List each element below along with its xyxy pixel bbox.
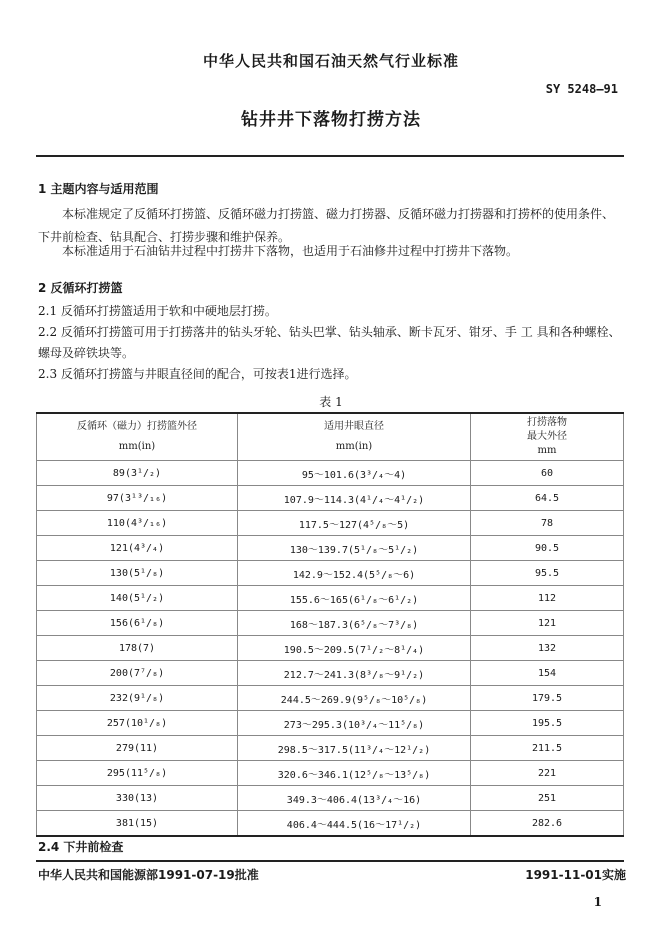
header-basket-od bbox=[37, 413, 238, 461]
cell-basket-od: 156(6¹/₈) bbox=[37, 611, 238, 636]
cell-basket-od: 330(13) bbox=[37, 786, 238, 811]
cell-max-junk-od: 195.5 bbox=[471, 711, 624, 736]
effective-date: 1991-11-01实施 bbox=[525, 868, 626, 882]
cell-basket-od: 89(3¹/₂) bbox=[37, 461, 238, 486]
cell-max-junk-od: 179.5 bbox=[471, 686, 624, 711]
cell-basket-od: 295(11⁵/₈) bbox=[37, 761, 238, 786]
cell-basket-od: 110(4³/₁₆) bbox=[37, 511, 238, 536]
table-caption: 表 1 bbox=[319, 395, 343, 409]
cell-hole-diameter: 320.6～346.1(12⁵/₈～13⁵/₈) bbox=[238, 761, 471, 786]
standard-number: SY 5248—91 bbox=[545, 82, 618, 96]
cell-basket-od: 178(7) bbox=[37, 636, 238, 661]
cell-max-junk-od: 60 bbox=[471, 461, 624, 486]
header-hole-diameter-label: 适用井眼直径 bbox=[324, 421, 384, 432]
cell-basket-od: 232(9¹/₈) bbox=[37, 686, 238, 711]
cell-max-junk-od: 90.5 bbox=[471, 536, 624, 561]
table-row bbox=[37, 811, 624, 837]
page-number: 1 bbox=[593, 895, 602, 909]
table-row bbox=[37, 736, 624, 761]
header-max-junk-od-unit: mm bbox=[537, 445, 557, 456]
header-hole-diameter-unit: mm(in) bbox=[335, 441, 373, 452]
table-header-row bbox=[37, 413, 624, 461]
cell-hole-diameter: 406.4～444.5(16～17¹/₂) bbox=[238, 811, 471, 837]
cell-basket-od: 140(5¹/₂) bbox=[37, 586, 238, 611]
cell-hole-diameter: 95～101.6(3³/₄～4) bbox=[238, 461, 471, 486]
table-row bbox=[37, 611, 624, 636]
clause-2-3: 2.3 反循环打捞篮与井眼直径间的配合，可按表1进行选择。 bbox=[38, 367, 357, 381]
table-row bbox=[37, 486, 624, 511]
cell-hole-diameter: 298.5～317.5(11³/₄～12¹/₂) bbox=[238, 736, 471, 761]
approval-line: 中华人民共和国能源部1991-07-19批准 bbox=[38, 868, 259, 882]
cell-basket-od: 257(10¹/₈) bbox=[37, 711, 238, 736]
cell-max-junk-od: 132 bbox=[471, 636, 624, 661]
table-row bbox=[37, 561, 624, 586]
table-row bbox=[37, 786, 624, 811]
cell-hole-diameter: 349.3～406.4(13³/₄～16) bbox=[238, 786, 471, 811]
cell-hole-diameter: 244.5～269.9(9⁵/₈～10⁵/₈) bbox=[238, 686, 471, 711]
cell-basket-od: 200(7⁷/₈) bbox=[37, 661, 238, 686]
table-row bbox=[37, 711, 624, 736]
header-basket-od-label: 反循环（磁力）打捞篮外径 bbox=[77, 421, 197, 432]
table-row bbox=[37, 661, 624, 686]
header-max-junk-od bbox=[471, 413, 624, 461]
clause-2-4-heading: 2.4 下井前检查 bbox=[38, 840, 124, 854]
cell-max-junk-od: 221 bbox=[471, 761, 624, 786]
cell-hole-diameter: 130～139.7(5¹/₈～5¹/₂) bbox=[238, 536, 471, 561]
cell-max-junk-od: 121 bbox=[471, 611, 624, 636]
basket-size-table bbox=[36, 412, 624, 837]
section-2-heading: 2 反循环打捞篮 bbox=[38, 281, 123, 295]
cell-hole-diameter: 155.6～165(6¹/₈～6¹/₂) bbox=[238, 586, 471, 611]
cell-basket-od: 381(15) bbox=[37, 811, 238, 837]
cell-max-junk-od: 95.5 bbox=[471, 561, 624, 586]
cell-basket-od: 121(4³/₄) bbox=[37, 536, 238, 561]
cell-basket-od: 279(11) bbox=[37, 736, 238, 761]
document-title: 钻井井下落物打捞方法 bbox=[241, 110, 421, 130]
clause-2-2: 2.2 反循环打捞篮可用于打捞落井的钻头牙轮、钻头巴掌、钻头轴承、断卡瓦牙、钳牙、手 工 具和各种螺栓、螺母及碎铁块等。 bbox=[38, 325, 621, 360]
table-row bbox=[37, 586, 624, 611]
clause-2-1: 2.1 反循环打捞篮适用于软和中硬地层打捞。 bbox=[38, 304, 277, 318]
table-row bbox=[37, 461, 624, 486]
table-row bbox=[37, 536, 624, 561]
cell-hole-diameter: 273～295.3(10³/₄～11⁵/₈) bbox=[238, 711, 471, 736]
cell-hole-diameter: 190.5～209.5(7¹/₂～8¹/₄) bbox=[238, 636, 471, 661]
cell-max-junk-od: 112 bbox=[471, 586, 624, 611]
cell-basket-od: 97(3¹³/₁₆) bbox=[37, 486, 238, 511]
cell-hole-diameter: 117.5～127(4⁵/₈～5) bbox=[238, 511, 471, 536]
section-1-heading: 1 主题内容与适用范围 bbox=[38, 182, 159, 196]
footer-divider bbox=[36, 860, 624, 862]
cell-max-junk-od: 211.5 bbox=[471, 736, 624, 761]
table-row bbox=[37, 636, 624, 661]
section-1-paragraph-2: 本标准适用于石油钻井过程中打捞井下落物，也适用于石油修井过程中打捞井下落物。 bbox=[62, 244, 519, 258]
header-max-junk-od-line1: 打捞落物 bbox=[527, 417, 567, 428]
cell-max-junk-od: 251 bbox=[471, 786, 624, 811]
header-hole-diameter bbox=[238, 413, 471, 461]
cell-hole-diameter: 168～187.3(6⁵/₈～7³/₈) bbox=[238, 611, 471, 636]
cell-basket-od: 130(5¹/₈) bbox=[37, 561, 238, 586]
table-row bbox=[37, 511, 624, 536]
cell-hole-diameter: 212.7～241.3(8³/₈～9¹/₂) bbox=[238, 661, 471, 686]
header-max-junk-od-line2: 最大外径 bbox=[527, 431, 567, 442]
cell-hole-diameter: 107.9～114.3(4¹/₄～4¹/₂) bbox=[238, 486, 471, 511]
section-1-paragraph-1: 本标准规定了反循环打捞篮、反循环磁力打捞篮、磁力打捞器、反循环磁力打捞器和打捞杯的使用条件、下井前检查、钻具配合、打捞步骤和维护保养。 bbox=[38, 207, 615, 244]
issuing-body: 中华人民共和国石油天然气行业标准 bbox=[202, 52, 459, 70]
table-row bbox=[37, 761, 624, 786]
cell-max-junk-od: 154 bbox=[471, 661, 624, 686]
cell-max-junk-od: 78 bbox=[471, 511, 624, 536]
header-divider bbox=[36, 155, 624, 157]
cell-hole-diameter: 142.9～152.4(5⁵/₈～6) bbox=[238, 561, 471, 586]
cell-max-junk-od: 64.5 bbox=[471, 486, 624, 511]
table-row bbox=[37, 686, 624, 711]
cell-max-junk-od: 282.6 bbox=[471, 811, 624, 837]
header-basket-od-unit: mm(in) bbox=[118, 441, 156, 452]
